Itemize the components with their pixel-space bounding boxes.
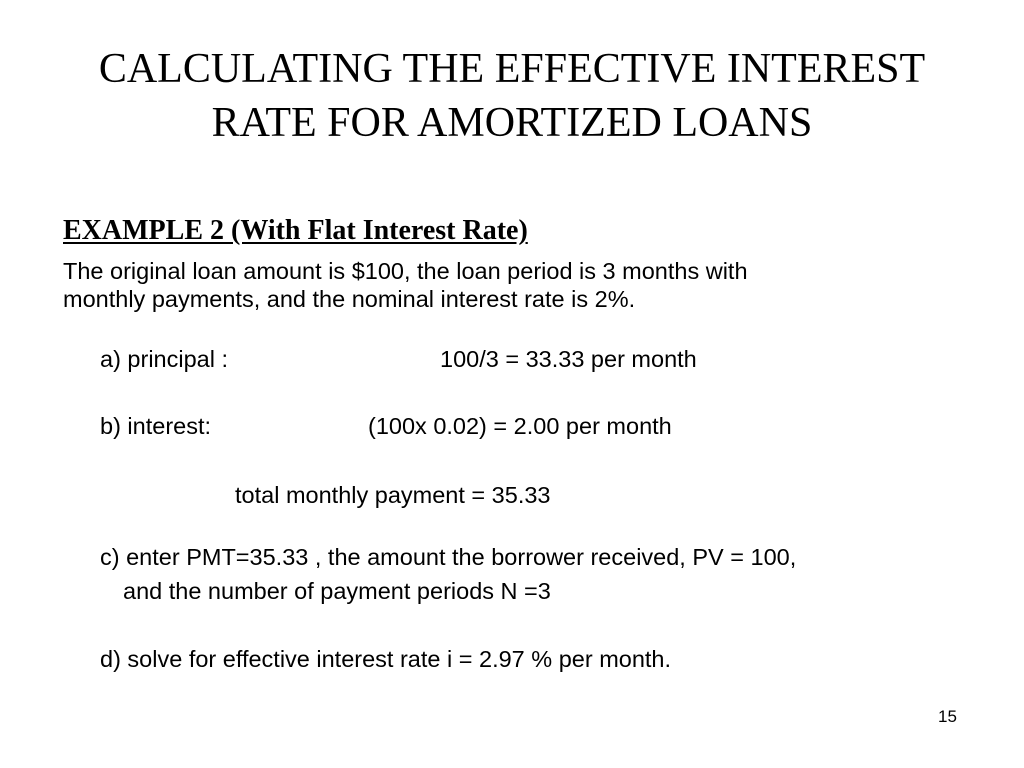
step-c-line-1: c) enter PMT=35.33 , the amount the borrower received, PV = 100, xyxy=(100,544,797,570)
title-line-1: CALCULATING THE EFFECTIVE INTEREST xyxy=(98,46,926,92)
intro-line-2: monthly payments, and the nominal interest rate is 2%. xyxy=(63,286,636,312)
page-number: 15 xyxy=(938,707,957,726)
interest-label: b) interest: xyxy=(100,413,212,439)
principal-label: a) principal : xyxy=(100,346,228,372)
principal-value: 100/3 = 33.33 per month xyxy=(440,346,697,372)
total-monthly-payment: total monthly payment = 35.33 xyxy=(235,482,551,508)
step-d: d) solve for effective interest rate i = 2.97 % per month. xyxy=(100,646,672,672)
title-line-2: RATE FOR AMORTIZED LOANS xyxy=(211,100,813,146)
slide-title xyxy=(40,42,984,150)
example-heading: EXAMPLE 2 (With Flat Interest Rate) xyxy=(63,215,528,246)
step-c-line-2: and the number of payment periods N =3 xyxy=(123,578,551,604)
interest-value: (100x 0.02) = 2.00 per month xyxy=(368,413,672,439)
intro-line-1: The original loan amount is $100, the loan period is 3 months with xyxy=(63,258,748,284)
